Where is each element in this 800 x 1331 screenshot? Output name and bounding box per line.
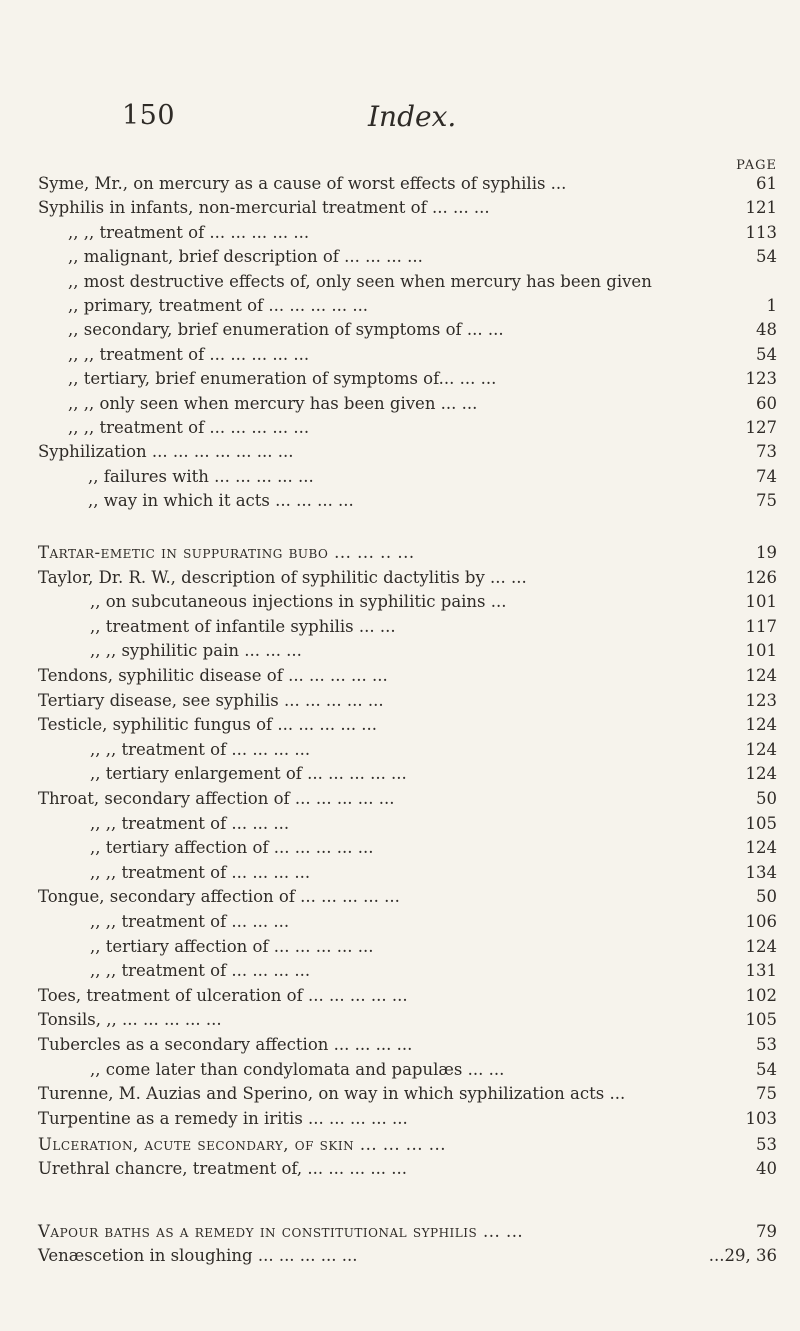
- index-entry: [0, 245, 800, 269]
- index-entry-page: 105: [745, 813, 777, 833]
- index-entry-page: 127: [745, 418, 777, 437]
- index-entry-text: ,, tertiary affection of ... ... ... ... ...: [90, 936, 374, 956]
- index-entry-text: ,, primary, treatment of ... ... ... ... ...: [68, 296, 369, 315]
- index-entry: [0, 416, 800, 440]
- index-entry: [0, 738, 800, 762]
- index-entry-text: Tendons, syphilitic disease of ... ... ... ... ...: [38, 666, 388, 685]
- index-entry: [0, 836, 800, 860]
- index-entry: [0, 590, 800, 614]
- index-entry: [0, 1008, 800, 1032]
- index-entry-page: 134: [745, 862, 777, 882]
- index-entry-page: 40: [756, 1159, 777, 1179]
- index-entry-page: 113: [745, 222, 777, 242]
- index-entry-page: 53: [756, 1135, 777, 1154]
- index-entry-text: ,, tertiary enlargement of ... ... ... ... ...: [90, 764, 407, 784]
- index-entry: [0, 1220, 800, 1244]
- index-entry-page: 124: [745, 666, 777, 685]
- index-entry-page: 101: [745, 641, 777, 661]
- index-entry-text: ,, failures with ... ... ... ... ...: [88, 466, 314, 486]
- index-entry: [0, 541, 800, 565]
- index-entry: [0, 885, 800, 909]
- index-entry-text: Venæscetion in sloughing ... ... ... ... ...: [38, 1246, 358, 1266]
- index-entry-text: Ulceration, acute secondary, of skin ... ... ... ...: [38, 1135, 447, 1154]
- index-entry-text: Tartar-emetic in suppurating bubo ... ... .. ...: [38, 543, 415, 562]
- index-entry: [0, 440, 800, 464]
- index-entry-page: 105: [745, 1010, 777, 1030]
- index-entry: [0, 489, 800, 513]
- index-entry-text: ,, ,, treatment of ... ... ... ... ...: [68, 418, 310, 437]
- index-entry-text: ,, ,, treatment of ... ... ...: [90, 813, 290, 833]
- index-entry-text: Tubercles as a secondary affection ... ... ... ...: [38, 1035, 413, 1054]
- index-entry: [0, 1033, 800, 1057]
- index-entry-text: Tongue, secondary affection of ... ... ... ... ...: [38, 887, 400, 907]
- index-entry-text: ,, ,, only seen when mercury has been given ... ...: [68, 393, 478, 413]
- index-entry: [0, 713, 800, 737]
- index-entry-text: Tonsils, ,, ... ... ... ... ...: [38, 1010, 222, 1030]
- index-entry-page: 123: [745, 369, 777, 389]
- index-entry-text: ,, ,, syphilitic pain ... ... ...: [90, 641, 302, 661]
- index-entry: [0, 615, 800, 639]
- index-entry-text: ,, way in which it acts ... ... ... ...: [88, 491, 354, 511]
- index-entry-text: ,, malignant, brief description of ... ... ... ...: [68, 247, 423, 267]
- index-entry-text: ,, ,, treatment of ... ... ... ... ...: [68, 222, 310, 242]
- index-entry: [0, 196, 800, 220]
- index-entry: [0, 1157, 800, 1181]
- index-entry-page: 53: [756, 1035, 777, 1054]
- index-entry-page: 50: [756, 789, 777, 808]
- index-entry-page: 124: [745, 739, 777, 759]
- index-entry: [0, 664, 800, 688]
- index-entry: [0, 787, 800, 811]
- index-entry-page: 60: [756, 393, 777, 413]
- index-entry: [0, 762, 800, 786]
- index-entry-page: 19: [756, 543, 777, 562]
- index-entry: [0, 861, 800, 885]
- index-entry: [0, 639, 800, 663]
- index-entry-page: 54: [756, 344, 777, 364]
- index-entry-page: 79: [756, 1222, 777, 1241]
- index-entry-page: 54: [756, 1059, 777, 1079]
- index-entry-page: 117: [745, 616, 777, 636]
- page-column-label: PAGE: [736, 158, 777, 173]
- index-entry-page: 74: [756, 466, 777, 486]
- index-entry-page: 131: [745, 961, 777, 981]
- index-entry-page: 102: [745, 985, 777, 1005]
- index-entry-page: 103: [745, 1108, 777, 1128]
- index-entry-page: 124: [745, 715, 777, 735]
- index-entry-page: ...29, 36: [708, 1246, 777, 1266]
- index-entry-page: 121: [745, 198, 777, 218]
- index-entry: [0, 465, 800, 489]
- index-entry-text: ,, ,, treatment of ... ... ...: [90, 912, 290, 931]
- index-entry-page: 124: [745, 764, 777, 784]
- index-entry: [0, 984, 800, 1008]
- index-entry-page: 124: [745, 936, 777, 956]
- index-entry-text: Testicle, syphilitic fungus of ... ... ... ... ...: [38, 715, 378, 735]
- index-entry-text: Vapour baths as a remedy in constitutional syphilis ... ...: [38, 1222, 524, 1241]
- index-entry-page: 48: [756, 320, 777, 340]
- index-entry-text: ,, come later than condylomata and papulæs ... ...: [90, 1059, 505, 1079]
- index-entry-text: Syme, Mr., on mercury as a cause of worst effects of syphilis ...: [38, 174, 567, 193]
- index-entry: [0, 959, 800, 983]
- index-entry-text: ,, treatment of infantile syphilis ... ...: [90, 616, 396, 636]
- index-entry-text: ,, ,, treatment of ... ... ... ...: [90, 739, 311, 759]
- index-entry-text: Tertiary disease, see syphilis ... ... ... ... ...: [38, 690, 384, 710]
- index-entry-page: 123: [745, 690, 777, 710]
- index-entry-page: 124: [745, 838, 777, 858]
- index-entry-page: 73: [756, 442, 777, 462]
- index-entry-text: Taylor, Dr. R. W., description of syphilitic dactylitis by ... ...: [38, 567, 527, 587]
- index-entry: [0, 367, 800, 391]
- index-entry-text: ,, secondary, brief enumeration of symptoms of ... ...: [68, 320, 504, 340]
- index-entry: [0, 392, 800, 416]
- index-entry-text: ,, ,, treatment of ... ... ... ... ...: [68, 344, 310, 364]
- index-entry-text: ,, tertiary, brief enumeration of symptoms of... ... ...: [68, 369, 497, 389]
- index-entry-text: Throat, secondary affection of ... ... ... ... ...: [38, 789, 395, 808]
- page-header: [0, 100, 800, 140]
- index-entry-text: ,, on subcutaneous injections in syphilitic pains ...: [90, 592, 507, 612]
- page-title: Index.: [368, 100, 457, 133]
- index-entry-page: 106: [745, 912, 777, 931]
- index-entry-text: ,, ,, treatment of ... ... ... ...: [90, 862, 311, 882]
- index-entry: [0, 1058, 800, 1082]
- index-entry-text: Syphilis in infants, non-mercurial treatment of ... ... ...: [38, 198, 490, 218]
- index-entry: [0, 812, 800, 836]
- index-entry: [0, 689, 800, 713]
- index-entry: [0, 1082, 800, 1106]
- index-entry: [0, 566, 800, 590]
- index-entry: [0, 910, 800, 934]
- index-entry: [0, 221, 800, 245]
- index-entry-page: 75: [756, 491, 777, 511]
- index-entry-text: Toes, treatment of ulceration of ... ... ... ... ...: [38, 985, 408, 1005]
- index-entry-page: 101: [745, 592, 777, 612]
- index-entry-page: 1: [766, 296, 777, 315]
- index-entry-page: 61: [756, 174, 777, 193]
- index-entry-page: 50: [756, 887, 777, 907]
- index-entry-text: ,, most destructive effects of, only seen when mercury has been given: [68, 271, 652, 291]
- index-entry-page: 54: [756, 247, 777, 267]
- index-entry: [0, 343, 800, 367]
- index-entry-page: 75: [756, 1084, 777, 1104]
- index-entry: [0, 935, 800, 959]
- index-entry-text: ,, ,, treatment of ... ... ... ...: [90, 961, 311, 981]
- index-entry: [0, 1133, 800, 1157]
- index-entry-text: ,, tertiary affection of ... ... ... ... ...: [90, 838, 374, 858]
- index-entry-text: Urethral chancre, treatment of, ... ... ... ... ...: [38, 1159, 408, 1179]
- index-entry: [0, 1107, 800, 1131]
- index-entry: [0, 172, 800, 196]
- page-number: 150: [122, 100, 176, 131]
- index-entry: [0, 294, 800, 318]
- index-entry-page: 126: [745, 567, 777, 587]
- index-entry-text: Syphilization ... ... ... ... ... ... ...: [38, 442, 294, 462]
- index-entry-text: Turenne, M. Auzias and Sperino, on way in which syphilization acts ...: [38, 1084, 626, 1104]
- index-entry: [0, 318, 800, 342]
- index-entry-text: Turpentine as a remedy in iritis ... ... ... ... ...: [38, 1108, 408, 1128]
- index-entry: [0, 1244, 800, 1268]
- index-entry: [0, 270, 800, 294]
